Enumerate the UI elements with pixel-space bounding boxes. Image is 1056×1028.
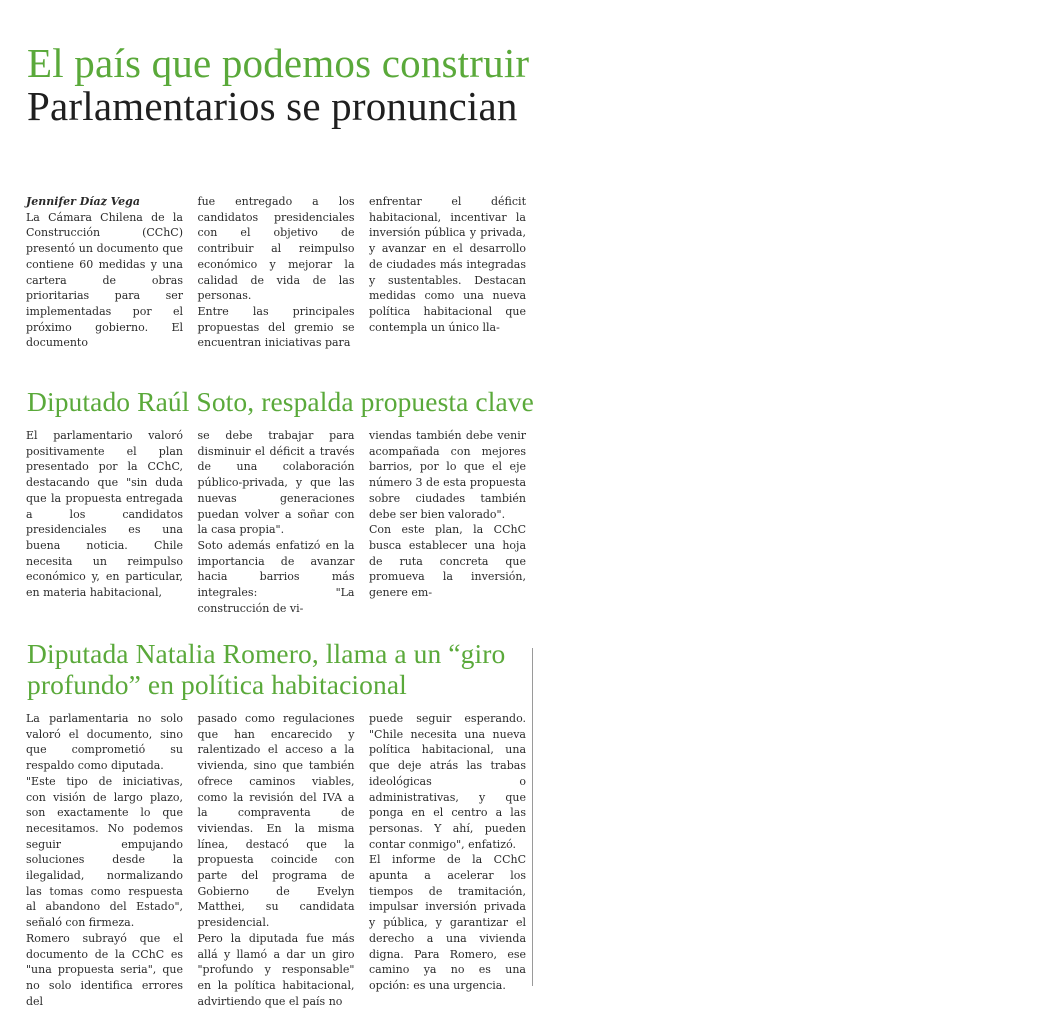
romero-paragraph-1b: "Este tipo de iniciativas, con visión de largo plazo, son exactamente lo que necesitamos. No podemos seguir empujando soluciones desde la ilegalidad, normalizando las tomas como respuesta al abandono del Estado", señaló con firmeza. <box>26 774 183 930</box>
section-romero-heading: Diputada Natalia Romero, llama a un “giro profundo” en política habitacional <box>27 638 506 700</box>
section-soto-columns <box>26 428 526 615</box>
intro-paragraph-2a: fue entregado a los candidatos presidenciales con el objetivo de contribuir al reimpulso económico y mejorar la calidad de vida de las personas. <box>197 195 355 303</box>
romero-paragraph-3b: El informe de la CChC apunta a acelerar los tiempos de tramitación, impulsar inversión privada y pública, y garantizar el derecho a una vivienda digna. Para Romero, ese camino ya no es una opción: es una urgencia. <box>369 853 526 992</box>
kicker-title: El país que podemos construir <box>27 40 530 86</box>
soto-column-3 <box>369 428 526 600</box>
soto-paragraph-2a: se debe trabajar para disminuir el déficit a través de una colaboración público-privada, y que las nuevas generaciones puedan volver a soñar con la casa propia". <box>197 429 355 537</box>
section-romero-columns <box>26 711 526 1008</box>
soto-column-1 <box>26 428 183 600</box>
intro-paragraph-2b: Entre las principales propuestas del gremio se encuentran iniciativas para <box>197 304 355 350</box>
column-divider <box>532 648 533 986</box>
section-soto-heading: Diputado Raúl Soto, respalda propuesta clave <box>27 386 534 417</box>
soto-paragraph-3a: viendas también debe venir acompañada con mejores barrios, por lo que el eje número 3 de esta propuesta sobre ciudades también debe ser bien valorado". <box>369 429 526 521</box>
intro-column-1 <box>26 194 183 350</box>
romero-paragraph-1c: Romero subrayó que el documento de la CChC es "una propuesta seria", que no solo identifica errores del <box>26 931 183 1008</box>
soto-paragraph-1: El parlamentario valoró positivamente el plan presentado por la CChC, destacando que "sin duda que la propuesta entregada a los candidatos presidenciales es una buena noticia. Chile necesita un reimpulso económico y, en particular, en materia habitacional, <box>26 429 183 600</box>
soto-column-2 <box>197 428 355 615</box>
intro-columns <box>26 194 526 350</box>
intro-paragraph-1: La Cámara Chilena de la Construcción (CChC) presentó un documento que contiene 60 medidas y una cartera de obras prioritarias para ser implementadas por el próximo gobierno. El documento <box>26 210 183 350</box>
soto-paragraph-3b: Con este plan, la CChC busca establecer una hoja de ruta concreta que promueva la inversión, genere em- <box>369 523 526 600</box>
headline: Parlamentarios se pronuncian <box>27 83 518 129</box>
article-panel <box>0 0 534 1008</box>
romero-paragraph-2a: pasado como regulaciones que han encarecido y ralentizado el acceso a la vivienda, sino que también ofrece caminos viables, como la revisión del IVA a la compraventa de viviendas. En la misma línea, destacó que la propuesta coincide con parte del programa de Gobierno de Evelyn Matthei, su candidata presidencial. <box>197 712 355 930</box>
intro-paragraph-3: enfrentar el déficit habitacional, incentivar la inversión pública y privada, y avanzar en el desarrollo de ciudades más integradas y sustentables. Destacan medidas como una nueva política habitacional que contempla un único lla- <box>369 195 526 334</box>
romero-column-3 <box>369 711 526 992</box>
romero-column-2 <box>197 711 355 1008</box>
romero-paragraph-2b: Pero la diputada fue más allá y llamó a dar un giro "profundo y responsable" en la política habitacional, advirtiendo que el país no <box>197 931 355 1008</box>
romero-column-1 <box>26 711 183 1008</box>
romero-paragraph-1a: La parlamentaria no solo valoró el documento, sino que comprometió su respaldo como diputada. <box>26 712 183 773</box>
intro-column-2 <box>197 194 355 350</box>
soto-paragraph-2b: Soto además enfatizó en la importancia de avanzar hacia barrios más integrales: "La construcción de vi- <box>197 538 355 615</box>
byline: Jennifer Díaz Vega <box>26 195 140 208</box>
romero-paragraph-3a: puede seguir esperando. "Chile necesita una nueva política habitacional, una que deje atrás las trabas ideológicas o administrativas, y que ponga en el centro a las personas. Y ahí, pueden contar conmigo", enfatizó. <box>369 712 526 851</box>
intro-column-3 <box>369 194 526 334</box>
